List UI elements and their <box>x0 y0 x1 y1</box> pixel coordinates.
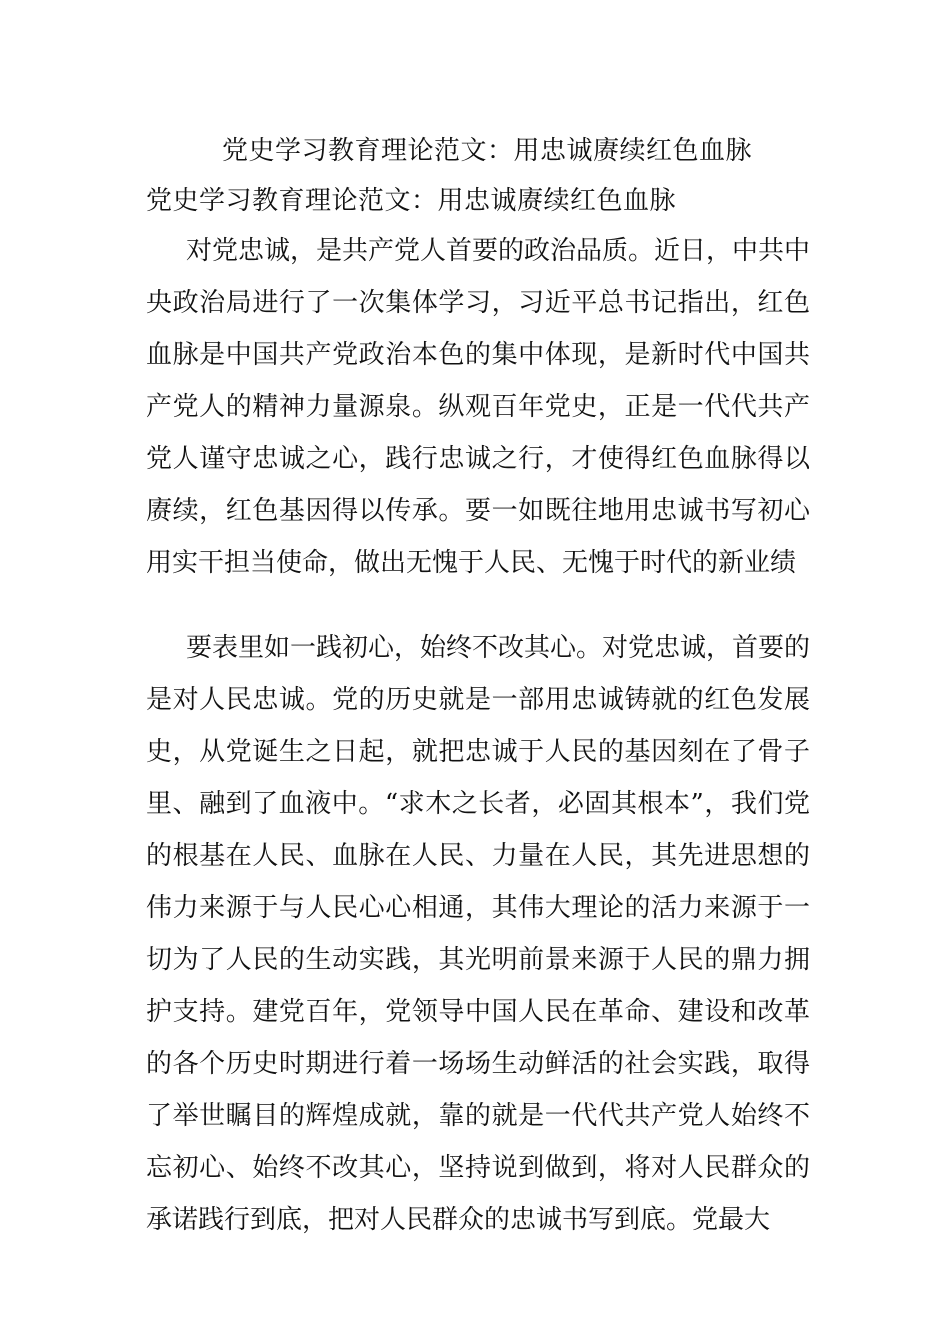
paragraph-1: 对党忠诚，是共产党人首要的政治品质。近日，中共中央政治局进行了一次集体学习，习近平总书记指出，红色血脉是中国共产党政治本色的集中体现，是新时代中国共产党人的精神力量源泉。纵观百年党史，正是一代代共产党人谨守忠诚之心，践行忠诚之行，才使得红色血脉得以赓续，红色基因得以传承。要一如既往地用忠诚书写初心用实干担当使命，做出无愧于人民、无愧于时代的新业绩 <box>146 236 811 578</box>
document-title: 党史学习教育理论范文：用忠诚赓续红色血脉 <box>222 136 753 166</box>
paragraph-2: 要表里如一践初心，始终不改其心。对党忠诚，首要的是对人民忠诚。党的历史就是一部用忠诚铸就的红色发展史，从党诞生之日起，就把忠诚于人民的基因刻在了骨子里、融到了血液中。“求木之长者，必固其根本”，我们党的根基在人民、血脉在人民、力量在人民，其先进思想的伟力来源于与人民心心相通，其伟大理论的活力来源于一切为了人民的生动实践，其光明前景来源于人民的鼎力拥护支持。建党百年，党领导中国人民在革命、建设和改革的各个历史时期进行着一场场生动鲜活的社会实践，取得了举世瞩目的辉煌成就，靠的就是一代代共产党人始终不忘初心、始终不改其心，坚持说到做到，将对人民群众的承诺践行到底，把对人民群众的忠诚书写到底。党最大 <box>146 633 811 1235</box>
document-subtitle: 党史学习教育理论范文：用忠诚赓续红色血脉 <box>146 186 677 216</box>
